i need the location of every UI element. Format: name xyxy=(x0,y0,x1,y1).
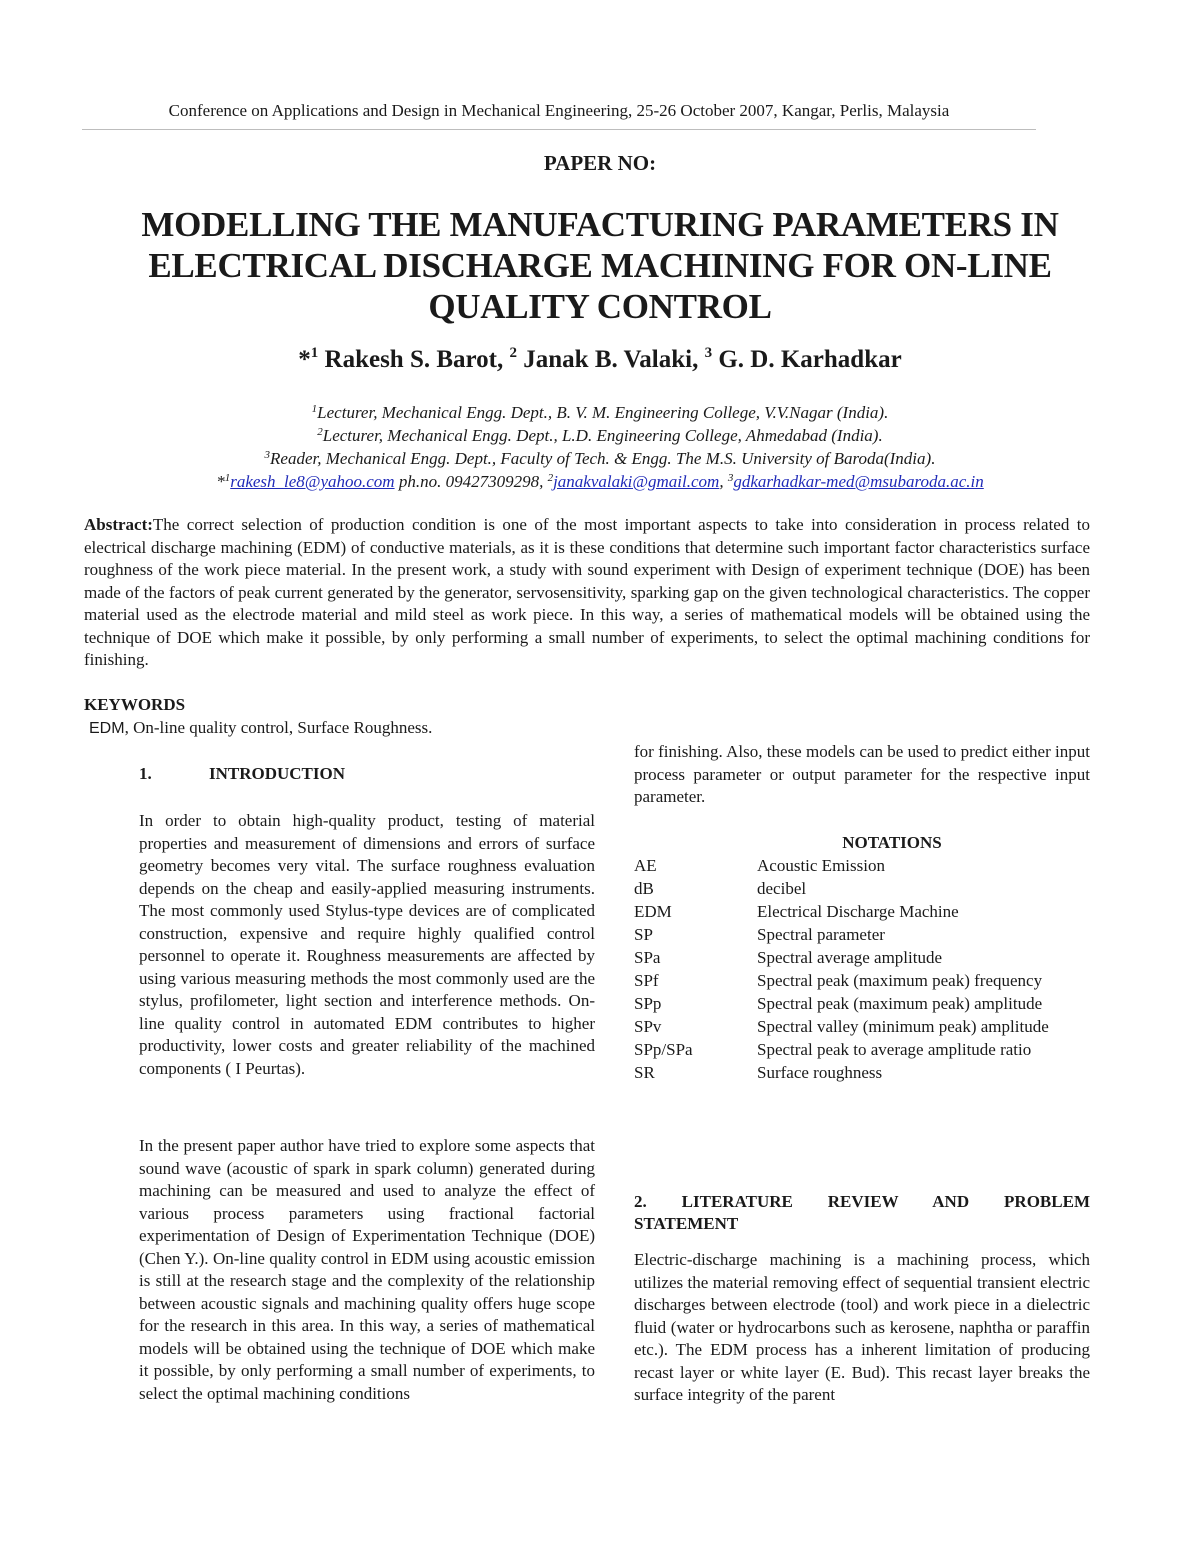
notations-heading: NOTATIONS xyxy=(842,833,942,852)
affiliation-index: 1 xyxy=(311,403,318,415)
author-name: G. D. Karhadkar xyxy=(712,346,902,373)
intro-paragraph-2: In the present paper author have tried to explore some aspects that sound wave (acoustic of spark in spark column) generated during machining can be measured and used to analyze the effect of various process parameters using fractional factorial experimentation of Design of Experimentation Technique (DOE) (Chen Y.). On-line quality control in EDM using acoustic emission is still at the research stage and the complexity of the relationship between acoustic signals and machining quality offers huge scope for the research in this area. In this way, a series of mathematical models will be obtained using the technique of DOE which make it possible, by only performing a small number of experiments, to select the optimal machining conditions xyxy=(139,1136,595,1403)
notation-definition: Spectral peak (maximum peak) amplitude xyxy=(757,994,1043,1013)
notation-abbr: EDM xyxy=(634,902,672,921)
header-divider xyxy=(82,129,1036,130)
notation-definition: Spectral peak (maximum peak) frequency xyxy=(757,971,1043,990)
notation-definition: decibel xyxy=(757,879,807,898)
notation-definition: Spectral peak to average amplitude ratio xyxy=(757,1040,1032,1059)
notation-definition: Spectral valley (minimum peak) amplitude xyxy=(757,1017,1049,1036)
notation-row xyxy=(634,923,1090,946)
author-index: 2 xyxy=(509,345,518,361)
affiliation-index: 3 xyxy=(264,449,271,461)
notation-abbr: AE xyxy=(634,856,657,875)
section-heading-literature-review-cont: STATEMENT xyxy=(634,1214,739,1233)
conference-header: Conference on Applications and Design in Mechanical Engineering, 25-26 October 2007, Kangar, Perlis, Malaysia xyxy=(168,101,950,120)
notation-row xyxy=(634,1015,1090,1038)
paper-number: PAPER NO: xyxy=(543,151,657,175)
notation-row xyxy=(634,992,1090,1015)
section-number: 1. xyxy=(139,764,152,783)
notation-row xyxy=(634,1038,1090,1061)
notation-row xyxy=(634,877,1090,900)
paper-title xyxy=(60,204,1140,327)
notation-row xyxy=(634,969,1090,992)
contact-line xyxy=(60,470,1140,493)
author-name: Janak B. Valaki, xyxy=(517,346,705,373)
notation-row xyxy=(634,854,1090,877)
intro-paragraph-continued: for finishing. Also, these models can be used to predict either input process parameter or output parameter for the respective input parameter. xyxy=(634,742,1090,806)
notation-definition: Spectral average amplitude xyxy=(757,948,943,967)
intro-paragraph-1: In order to obtain high-quality product, testing of material properties and measurement of dimensions and errors of surface geometry becomes very vital. The surface roughness evaluation depends on the cheap and easily-applied measuring instruments. The most commonly used Stylus-type devices are of complicated construction, expensive and require highly qualified control personnel to operate it. Roughness measurements are affected by using various measuring methods the most commonly used are the stylus, profilometer, light section and interference methods. On-line quality control in automated EDM contributes to higher productivity, lower costs and greater reliability of the machined components ( I Peurtas). xyxy=(139,811,595,1078)
email-index: 3 xyxy=(727,472,734,484)
corresponding-star: * xyxy=(216,472,225,491)
section-heading-literature-review: 2. LITERATURE REVIEW AND PROBLEM xyxy=(634,1192,1090,1211)
notation-abbr: dB xyxy=(634,879,654,898)
notation-abbr: SPp/SPa xyxy=(634,1040,693,1059)
keywords-rest: , On-line quality control, Surface Roughness. xyxy=(124,718,433,737)
email-index: 2 xyxy=(547,472,554,484)
author-list xyxy=(0,343,1200,377)
notation-definition: Acoustic Emission xyxy=(757,856,885,875)
abstract-text: The correct selection of production condition is one of the most important aspects to take into consideration in process related to electrical discharge machining (EDM) of conductive materials, as it is these conditions that determine such important factor characteristics surface roughness of the work piece material. In the present work, a study with sound experiment with Design of experiment technique (DOE) has been made of the factors of peak current generated by the generator, servosensitivity, sparking gap on the given technological characteristics. The copper material used as the electrode material and mild steel as work piece. In this way, a series of mathematical models will be obtained using the technique of DOE which make it possible, by only performing a small number of experiments, to select the optimal machining conditions for finishing. xyxy=(84,515,1090,669)
notation-abbr: SPp xyxy=(634,994,662,1013)
abstract xyxy=(84,514,1090,672)
keywords-list xyxy=(89,716,432,740)
notation-row xyxy=(634,946,1090,969)
corresponding-star: * xyxy=(298,346,311,373)
affiliation-line xyxy=(60,424,1140,447)
author-name: Rakesh S. Barot, xyxy=(318,346,510,373)
notations-table xyxy=(634,831,1090,1084)
notation-definition: Electrical Discharge Machine xyxy=(757,902,959,921)
affiliation-line xyxy=(60,447,1140,470)
title-line: MODELLING THE MANUFACTURING PARAMETERS IN xyxy=(141,205,1059,244)
keyword-edm: EDM xyxy=(89,720,125,737)
affiliation-text: Reader, Mechanical Engg. Dept., Faculty of Tech. & Engg. The M.S. University of Baroda(India). xyxy=(270,449,936,468)
email-link-barot[interactable]: rakesh_le8@yahoo.com xyxy=(230,472,395,491)
notation-abbr: SPa xyxy=(634,948,661,967)
notation-abbr: SR xyxy=(634,1063,655,1082)
email-link-karhadkar[interactable]: gdkarhadkar-med@msubaroda.ac.in xyxy=(733,472,984,491)
separator: , xyxy=(719,472,728,491)
affiliation-line xyxy=(60,401,1140,424)
notation-abbr: SP xyxy=(634,925,653,944)
section-title: INTRODUCTION xyxy=(209,764,346,783)
email-index: 1 xyxy=(224,472,231,484)
email-link-valaki[interactable]: janakvalaki@gmail.com xyxy=(553,472,720,491)
notation-row xyxy=(634,1061,1090,1084)
affiliations xyxy=(60,401,1140,493)
keywords-heading: KEYWORDS xyxy=(84,695,186,714)
notations-rows xyxy=(634,854,1090,1084)
notation-definition: Spectral parameter xyxy=(757,925,885,944)
abstract-label: Abstract: xyxy=(84,515,153,534)
phone-number: ph.no. 09427309298, xyxy=(394,472,548,491)
notation-abbr: SPv xyxy=(634,1017,662,1036)
affiliation-text: Lecturer, Mechanical Engg. Dept., L.D. Engineering College, Ahmedabad (India). xyxy=(322,426,883,445)
affiliation-index: 2 xyxy=(317,426,323,438)
notation-abbr: SPf xyxy=(634,971,659,990)
notation-row xyxy=(634,900,1090,923)
section-heading-introduction xyxy=(139,763,595,785)
author-index: 1 xyxy=(310,345,319,361)
title-line: ELECTRICAL DISCHARGE MACHINING FOR ON-LINE xyxy=(148,246,1052,285)
affiliation-text: Lecturer, Mechanical Engg. Dept., B. V. M. Engineering College, V.V.Nagar (India). xyxy=(317,403,889,422)
title-line: QUALITY CONTROL xyxy=(428,287,772,326)
notation-definition: Surface roughness xyxy=(757,1063,883,1082)
literature-paragraph-1: Electric-discharge machining is a machining process, which utilizes the material removing effect of sequential transient electric discharges between electrode (tool) and work piece in a dielectric fluid (water or hydrocarbons such as kerosene, naphtha or paraffin etc.). The EDM process has a inherent limitation of producing recast layer or white layer (E. Bud). This recast layer breaks the surface integrity of the parent xyxy=(634,1250,1090,1404)
author-index: 3 xyxy=(704,345,713,361)
